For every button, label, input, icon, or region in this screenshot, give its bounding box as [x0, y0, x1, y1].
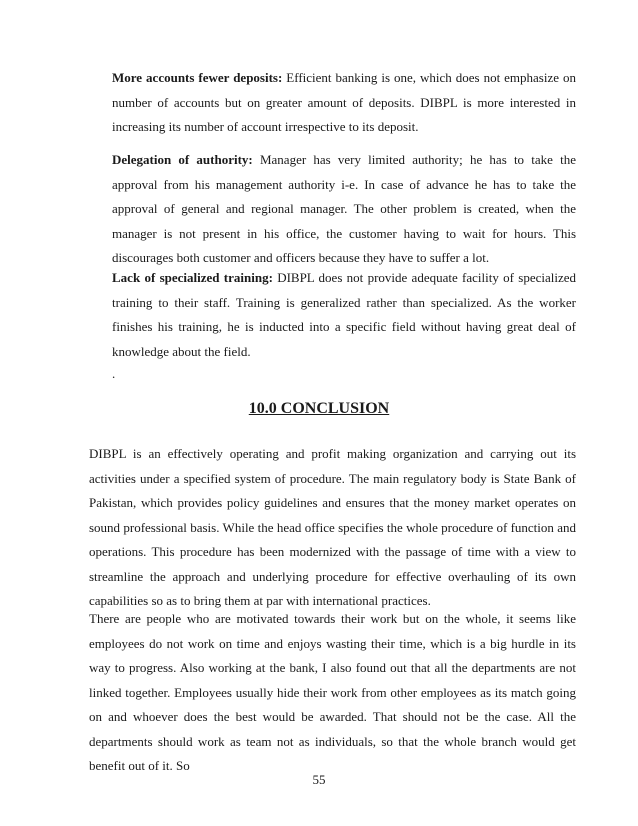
- section-heading: 10.0 CONCLUSION: [248, 400, 390, 417]
- stray-period: .: [112, 366, 116, 381]
- text-lack-of-training: DIBPL does not provide adequate facility of specialized training to their staff. Training is generalized rather than specialized. As the worker finishes his training, he is inducted into a specific field without having great deal of knowledge about the field.: [112, 270, 577, 359]
- term-delegation: Delegation of authority:: [112, 152, 253, 167]
- text-delegation: Manager has very limited authority; he has to take the approval from his management authority i-e. In case of advance he has to take the approval of general and regional manager. The other problem is created, when the manager is not present in his office, the customer having to wait for hours. This discourages both customer and officers because they have to suffer a lot.: [112, 152, 576, 265]
- conclusion-paragraph-2: There are people who are motivated towards their work but on the whole, it seems like employees do not work on time and enjoys wasting their time, which is a big hurdle in its way to progress. Also working at the bank, I also found out that all the departments are not linked together. Employees usually hide their work from other employees as its match going on and whoever does the best would be awarded. That should not be the case. All the departments should work as team not as individuals, so that the whole branch would get benefit out of it. So: [89, 611, 576, 773]
- paragraph-more-accounts: [112, 66, 576, 140]
- term-more-accounts: More accounts fewer deposits:: [112, 70, 283, 85]
- conclusion-paragraph-1: DIBPL is an effectively operating and profit making organization and carrying out its activities under a specified system of procedure. The main regulatory body is State Bank of Pakistan, which provides policy guidelines and ensures that the money market operates on sound professional basis. While the head office specifies the whole procedure of function and operations. This procedure has been modernized with the passage of time with a view to streamline the approach and underlying procedure for effective overhauling of its own capabilities so as to bring them at par with international practices.: [89, 446, 576, 608]
- page-number: 55: [312, 772, 326, 787]
- paragraph-delegation: [112, 148, 576, 271]
- paragraph-lack-of-training: [112, 266, 576, 364]
- term-lack-of-training: Lack of specialized training:: [112, 270, 273, 285]
- text-more-accounts: Efficient banking is one, which does not emphasize on number of accounts but on greater amount of deposits. DIBPL is more interested in increasing its number of account irrespective to its deposit.: [112, 70, 576, 134]
